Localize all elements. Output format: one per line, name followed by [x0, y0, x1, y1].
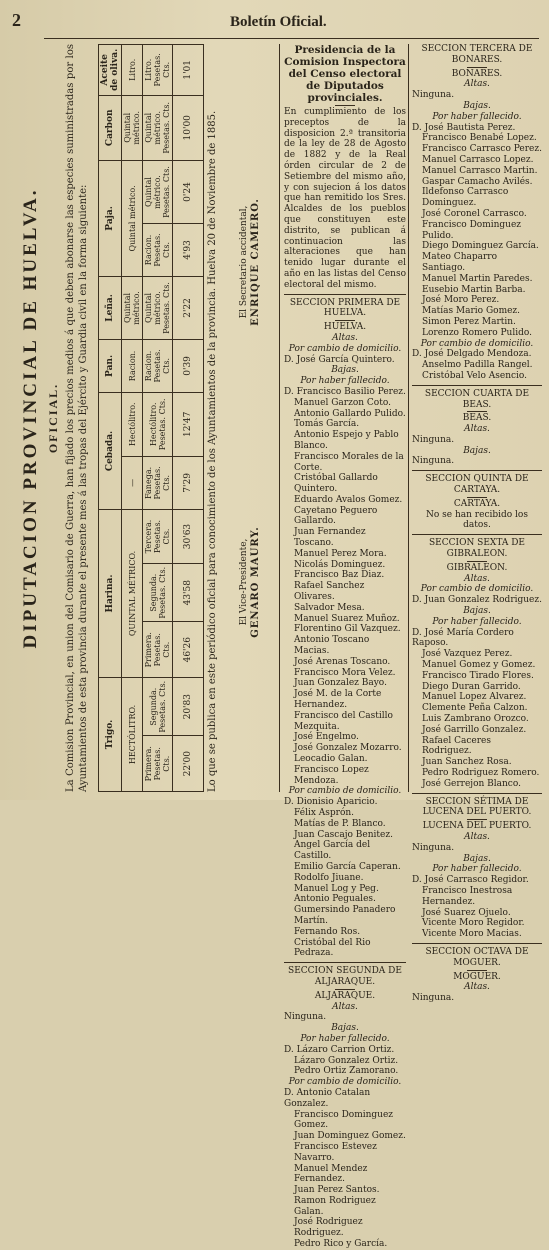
name-entry: Cayetano Peguero Gallardo.: [294, 505, 378, 527]
names-list: [412, 875, 542, 940]
name-entry: Nicolás Dominguez.: [294, 559, 386, 570]
name-entry: José Gonzalez Mozarro.: [294, 743, 402, 754]
price-value: 2'22: [173, 276, 204, 339]
name-entry: Vicente Moro Macias.: [422, 929, 522, 940]
bajas-label: Bajas.: [463, 853, 491, 864]
name-entry: José Engelmo.: [294, 732, 359, 743]
name-entry: D. Lázaro Carrion Ortiz.: [284, 1044, 395, 1055]
name-entry: Matías de P. Blanco.: [294, 818, 386, 829]
reason-label: Por haber fallecido.: [300, 1033, 390, 1044]
name-entry: Juan Gonzalez Bayo.: [294, 678, 387, 689]
name-entry: José Gerrejon Blanco.: [422, 778, 521, 789]
notice-footnote: Lo que se publica en este periódico oficial para conocimiento de los Ayuntamientos de la provincia. Huelva 20 de Noviembre de 1885.: [207, 110, 218, 792]
census-column-3: [412, 44, 542, 1004]
reason-label: Por cambio de domicilio.: [288, 786, 402, 797]
name-entry: Ramon Rodriguez Galan.: [294, 1195, 376, 1217]
price-subgroup: Quintal métrico.: [122, 160, 143, 276]
price-col-header: Quintal métrico. Pesetas. Cts.: [143, 276, 173, 339]
bajas-label: Bajas.: [463, 606, 491, 617]
price-value: 0'24: [173, 160, 204, 223]
name-entry: Diego Dominguez García.: [422, 241, 539, 252]
section-title: SECCION QUINTA DE CARTAYA.: [425, 474, 529, 496]
name-entry: D. José María Cordero Raposo.: [412, 627, 514, 649]
name-entry: Francisco del Castillo Mezquita.: [294, 710, 393, 732]
price-subgroup: Quintal métrico.: [122, 276, 143, 339]
price-col-header: Segunda. Pesetas. Cts.: [143, 678, 173, 736]
price-col-header: Fanega. Pesetas. Cts.: [143, 456, 173, 509]
name-entry: José Arenas Toscano.: [294, 656, 391, 667]
price-col-header: Litro. Pesetas. Cts.: [143, 45, 173, 96]
reason-label: Por cambio de domicilio.: [420, 584, 534, 595]
price-col-header: Racion. Pesetas. Cts.: [143, 340, 173, 393]
section-title: SECCION TERCERA DE BONARES.: [421, 44, 533, 65]
column-divider: [408, 44, 409, 792]
name-entry: Diego Duran Garrido.: [422, 681, 521, 692]
name-entry: Manuel Log y Peg.: [294, 883, 379, 894]
name-entry: Vicente Moro Regidor.: [422, 918, 525, 929]
notice-title: DIPUTACION PROVINCIAL DE HUELVA.: [20, 187, 41, 649]
name-entry: Francisco Morales de la Corte.: [294, 451, 404, 473]
no-data-note: No se han recibido los datos.: [426, 509, 528, 531]
name-entry: Francisco Tirado Flores.: [422, 670, 534, 681]
name-entry: José M. de la Corte Hernandez.: [294, 689, 382, 711]
name-entry: Luis Zambrano Orozco.: [422, 714, 529, 725]
section-title: SECCION CUARTA DE BEAS.: [424, 388, 530, 410]
name-entry: Francisco Benabé Lopez.: [422, 133, 537, 144]
name-entry: Angel García del Castillo.: [294, 840, 371, 862]
name-entry: Eduardo Avalos Gomez.: [294, 494, 403, 505]
name-entry: Salvador Mesa.: [294, 602, 365, 613]
name-entry: Manuel Martin Paredes.: [422, 273, 533, 284]
name-entry: Cristóbal Velo Asencio.: [422, 370, 528, 381]
altas-label: Altas.: [464, 79, 490, 90]
town-title: GIBRALEON.: [446, 562, 508, 573]
price-subgroup: Hectólitro.: [122, 392, 143, 456]
altas-label: Altas.: [464, 573, 490, 584]
name-entry: D. Antonio Catalan Gonzalez.: [284, 1087, 371, 1109]
price-subgroup: Litro.: [122, 45, 143, 96]
notice-subtitle: OFICIAL.: [46, 382, 60, 454]
name-entry: Eusebio Martin Barba.: [422, 284, 526, 295]
price-value: 1'01: [173, 45, 204, 96]
name-entry: Juan Perez Santos.: [294, 1185, 380, 1196]
bajas-label: Bajas.: [331, 1023, 359, 1034]
price-value: 30'63: [173, 510, 204, 564]
name-entry: Gaspar Camacho Avilés.: [422, 176, 533, 187]
names-list: [284, 1088, 406, 1250]
name-entry: José Moro Perez.: [422, 295, 500, 306]
reason-label: Por haber fallecido.: [432, 864, 522, 875]
name-entry: Manuel Mendez Fernandez.: [294, 1163, 368, 1185]
price-group-header: Trigo.: [99, 678, 122, 792]
price-group-header: Cebada.: [99, 392, 122, 509]
name-entry: Rodolfo Jiuane.: [294, 872, 364, 883]
signature-name: GENARO MAURY.: [250, 526, 261, 638]
name-entry: Antonio Espejo y Pablo Blanco.: [294, 430, 399, 451]
name-entry: Juan Fernandez Toscano.: [294, 527, 366, 549]
reason-label: Por cambio de domicilio.: [288, 343, 402, 354]
name-entry: D. Juan Gonzalez Rodriguez.: [412, 595, 542, 606]
signature-name: ENRIQUE CAMERO.: [250, 198, 261, 326]
price-group-header: Carbon: [99, 95, 122, 160]
header-rule: [44, 38, 539, 39]
census-heading: Presidencia de la Comision Inspectora del Censo electoral de Diputados provinciales.: [284, 44, 406, 104]
price-col-header: Hectólitro. Pesetas. Cts.: [143, 392, 173, 456]
name-entry: Tomás García.: [294, 419, 360, 430]
name-entry: José Vazquez Perez.: [422, 649, 513, 660]
name-entry: Matías Mario Gomez.: [422, 306, 521, 317]
page-number: 2: [12, 10, 21, 30]
name-entry: Gumersindo Panadero Martín.: [294, 905, 396, 926]
price-value: 20'83: [173, 678, 204, 736]
altas-label: Altas.: [332, 332, 358, 343]
altas-value: Ninguna.: [412, 90, 455, 101]
town-title: CARTAYA.: [453, 498, 501, 509]
name-entry: Francisco Estevez Navarro.: [294, 1141, 377, 1163]
names-list: [284, 355, 406, 366]
price-group-header: Harina.: [99, 510, 122, 678]
name-entry: Leocadio Galan.: [294, 754, 368, 765]
name-entry: Francisco Dominguez Gomez.: [294, 1109, 394, 1131]
notice-intro: La Comision Provincial, en union del Comisario de Guerra, han fijado los precios medios á que deben abonarse las especies suministradas por los Ayuntamientos de esta provincia durante el presente mes á las tropas del Ejército y Guardia civil en la forma siguiente:: [65, 44, 89, 792]
altas-value: Ninguna.: [284, 1012, 327, 1023]
name-entry: Mateo Chaparro Santiago.: [422, 252, 498, 273]
name-entry: Francisco Dominguez Pulido.: [422, 219, 522, 241]
town-title: MOGUER.: [453, 971, 501, 982]
name-entry: Juan Sanchez Rosa.: [422, 757, 512, 768]
names-list: [284, 797, 406, 959]
rotated-notice: [20, 44, 275, 792]
name-entry: Juan Cascajo Benitez.: [294, 829, 393, 840]
altas-value: Ninguna.: [412, 434, 455, 445]
altas-label: Altas.: [332, 1001, 358, 1012]
name-entry: Cristóbal Gallardo Quintero.: [294, 473, 378, 495]
price-value: 46'26: [173, 622, 204, 678]
name-entry: José Garrillo Gonzalez.: [422, 724, 527, 735]
section-title: SECCION OCTAVA DE MOGUER.: [425, 946, 529, 968]
price-col-header: Tercera. Pesetas. Cts.: [143, 510, 173, 564]
name-entry: Francisco Baz Diaz.: [294, 570, 385, 581]
name-entry: D. Dionisio Aparicio.: [284, 797, 378, 808]
census-column-2: [284, 44, 406, 1250]
town-title: HUELVA.: [323, 322, 367, 333]
name-entry: Rafael Caceres Rodriguez.: [422, 735, 491, 757]
name-entry: Emilio García Caperan.: [294, 861, 401, 872]
names-list: [412, 595, 542, 606]
price-value: 7'29: [173, 456, 204, 509]
name-entry: Simon Perez Martin.: [422, 316, 516, 327]
price-col-header: Primera. Pesetas. Cts.: [143, 736, 173, 792]
town-title: ALJARAQUE.: [314, 990, 376, 1001]
page-header: [0, 0, 549, 46]
town-title: BEAS.: [462, 413, 492, 424]
name-entry: D. José Delgado Mendoza.: [412, 349, 532, 360]
name-entry: Lázaro Gonzalez Ortiz.: [294, 1055, 399, 1066]
name-entry: Manuel Perez Mora.: [294, 548, 387, 559]
price-subgroup: HECTÓLITRO.: [122, 678, 143, 792]
town-title: BONARES.: [451, 68, 503, 79]
price-value: 22'00: [173, 736, 204, 792]
name-entry: José Suarez Ojuelo.: [422, 907, 511, 918]
name-entry: Anselmo Padilla Rangel.: [422, 360, 533, 371]
bajas-value: Ninguna.: [412, 456, 455, 467]
column-divider: [279, 44, 280, 792]
names-list: [284, 387, 406, 786]
altas-value: Ninguna.: [412, 993, 455, 1004]
rotated-notice-region: [20, 44, 275, 792]
price-table: [98, 44, 204, 792]
names-list: [284, 1045, 406, 1077]
price-subgroup: Quintal métrico.: [122, 95, 143, 160]
name-entry: Pedro Rico y García.: [294, 1239, 388, 1250]
section-title: SECCION SEGUNDA DE ALJARAQUE.: [288, 966, 402, 987]
name-entry: D. José Bautista Perez.: [412, 122, 516, 133]
name-entry: Clemente Peña Calzon.: [422, 703, 528, 714]
name-entry: D. Francisco Basilio Perez.: [284, 386, 406, 397]
name-entry: Pedro Rodriguez Romero.: [422, 768, 540, 778]
name-entry: Manuel Garzon Coto.: [294, 397, 391, 408]
publication-title: Boletín Oficial.: [230, 14, 327, 30]
altas-label: Altas.: [464, 831, 490, 842]
bajas-label: Bajas.: [463, 445, 491, 456]
reason-label: Por haber fallecido.: [300, 376, 390, 387]
name-entry: Antonio Gallardo Pulido.: [294, 408, 406, 419]
price-col-header: Segunda. Pesetas. Cts.: [143, 564, 173, 622]
price-col-header: Quintal métrico. Pesetas. Cts.: [143, 95, 173, 160]
name-entry: Francisco Inestrosa Hernandez.: [422, 885, 513, 907]
price-col-header: Racion. Pesetas. Cts.: [143, 224, 173, 277]
name-entry: D. José Carrasco Regidor.: [412, 875, 529, 886]
reason-label: Por haber fallecido.: [432, 111, 522, 122]
section-title: SECCION SÉTIMA DE LUCENA DEL PUERTO.: [422, 796, 532, 818]
price-subgroup: Racion.: [122, 340, 143, 393]
signature-vice-president: [238, 492, 262, 672]
name-entry: Pedro Ortiz Zamorano.: [294, 1066, 399, 1077]
name-entry: Manuel Suarez Muñoz.: [294, 613, 400, 624]
name-entry: Francisco Mora Velez.: [294, 667, 396, 678]
price-group-header: Pan.: [99, 340, 122, 393]
name-entry: Manuel Gomez y Gomez.: [422, 660, 536, 671]
signature-secretary: [238, 162, 262, 362]
name-entry: Lorenzo Romero Pulido.: [422, 327, 532, 338]
name-entry: José Coronel Carrasco.: [422, 208, 527, 219]
name-entry: Francisco Lopez Mendoza.: [294, 764, 369, 786]
price-subgroup: QUINTAL MÉTRICO.: [122, 510, 143, 678]
price-value: 12'47: [173, 392, 204, 456]
section-title: SECCION SEXTA DE GIBRALEON.: [429, 538, 525, 560]
price-subgroup: —: [122, 456, 143, 509]
altas-label: Altas.: [464, 424, 490, 435]
name-entry: Félix Asprón.: [294, 808, 355, 818]
name-entry: Francisco Carrasco Perez.: [422, 144, 542, 155]
names-list: [412, 123, 542, 339]
name-entry: Antonio Peguales.: [294, 894, 376, 905]
section-title: SECCION PRIMERA DE HUELVA.: [289, 297, 401, 319]
names-list: [412, 349, 542, 381]
census-intro: En cumplimiento de los preceptos de la disposicion 2.ª transitoria de la ley de 28 de Agosto de 1882 y de la Real órden circular de 2 de Setiembre del mismo año, y con sujecion á los datos que han remitido los Sres. Alcaldes de los pueblos que constituyen este distrito, se publican á continuacion las alteraciones que han tenido lugar durante el año en las listas del Censo electoral del mismo.: [284, 107, 406, 290]
reason-label: Por cambio de domicilio.: [420, 338, 534, 349]
name-entry: Manuel Carrasco Lopez.: [422, 154, 534, 165]
name-entry: Cristóbal del Rio Pedraza.: [294, 937, 371, 959]
name-entry: Juan Dominguez Gomez.: [294, 1131, 406, 1142]
price-col-header: Quintal métrico. Pesetas. Cts.: [143, 160, 173, 223]
bajas-label: Bajas.: [331, 365, 359, 376]
price-group-header: Paja.: [99, 160, 122, 276]
signature-role: El Vice-Presidente,: [239, 538, 249, 626]
name-entry: Manuel Lopez Alvarez.: [422, 692, 527, 703]
name-entry: Fernando Ros.: [294, 926, 361, 937]
price-value: 4'93: [173, 224, 204, 277]
names-list: [412, 628, 542, 790]
name-entry: Rafael Sanchez Olivares.: [294, 581, 365, 603]
name-entry: Manuel Carrasco Martin.: [422, 165, 538, 176]
bajas-label: Bajas.: [463, 100, 491, 111]
name-entry: Ildefonso Carrasco Dominguez.: [422, 187, 509, 209]
name-entry: Florentino Gil Vazquez.: [294, 624, 401, 635]
price-value: 10'00: [173, 95, 204, 160]
price-col-header: Primera. Pesetas. Cts.: [143, 622, 173, 678]
name-entry: D. José García Quintero.: [284, 354, 395, 365]
price-group-header: Leña.: [99, 276, 122, 339]
signature-role: El Secretario accidental,: [239, 205, 249, 319]
price-group-header: Aceite de oliva.: [99, 45, 122, 96]
reason-label: Por cambio de domicilio.: [288, 1077, 402, 1088]
town-title: LUCENA DEL PUERTO.: [422, 821, 532, 832]
altas-label: Altas.: [464, 982, 490, 993]
name-entry: José Rodriguez Rodriguez.: [294, 1217, 363, 1239]
altas-value: Ninguna.: [412, 842, 455, 853]
name-entry: Antonio Toscano Macias.: [294, 635, 370, 657]
reason-label: Por haber fallecido.: [432, 616, 522, 627]
price-value: 43'58: [173, 564, 204, 622]
price-value: 0'39: [173, 340, 204, 393]
